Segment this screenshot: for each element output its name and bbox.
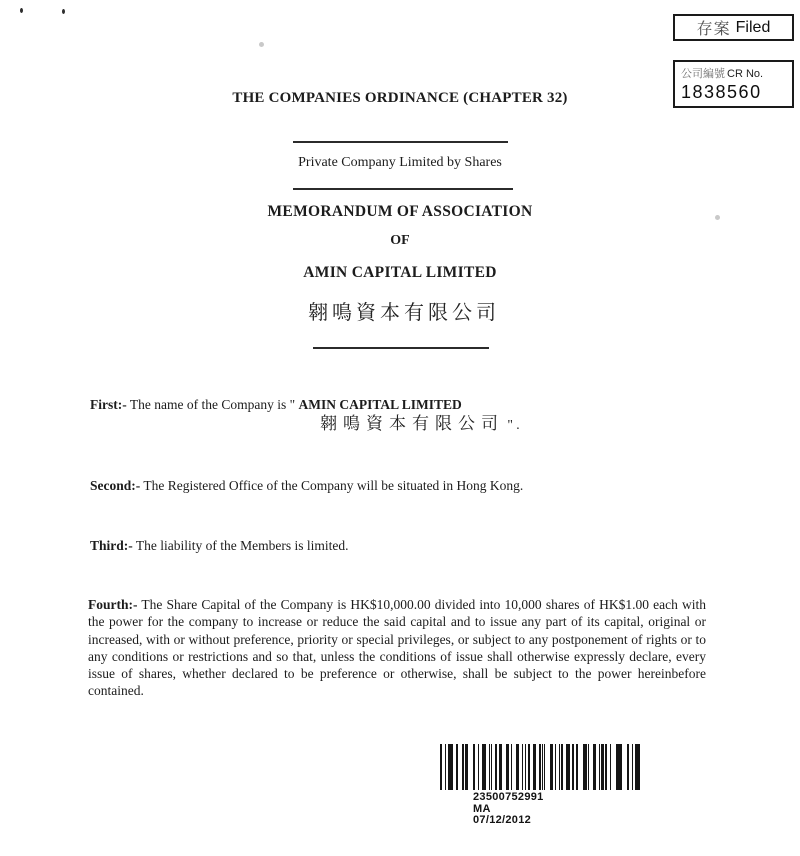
company-name-english: AMIN CAPITAL LIMITED [303, 264, 497, 281]
filed-stamp [673, 14, 794, 41]
cr-number-label [681, 65, 792, 81]
clause-first-company-name-zh: 翱鳴資本有限公司 [320, 414, 504, 434]
clause-second [90, 477, 523, 494]
divider-rule [293, 188, 513, 190]
clause-fourth-text: The Share Capital of the Company is HK$10,000.00 divided into 10,000 shares of HK$1.00 each with the power for the company to increase or reduce the said capital and to issue any part of its capital, original or increased, with or without preference, priority or special privileges, or subject to any postponement of rights or to any conditions or restrictions and so that, unless the conditions of issue shall otherwise expressly declare, every issue of shares, whether declared to be preference or otherwise, shall be subject to the power hereinbefore contained. [88, 597, 706, 699]
clause-third [90, 537, 349, 554]
cr-label-english: CR No. [727, 68, 764, 80]
company-name-chinese: 翱鳴資本有限公司 [308, 302, 500, 324]
of-label: OF [390, 233, 410, 248]
clause-first [90, 396, 520, 434]
barcode-number: 23500752991 [473, 791, 544, 803]
clause-fourth [88, 596, 706, 700]
scan-speck [259, 42, 264, 47]
clause-third-label: Third:- [90, 538, 133, 553]
ordinance-title: THE COMPANIES ORDINANCE (CHAPTER 32) [232, 90, 568, 106]
divider-rule [293, 141, 508, 143]
clause-second-text: The Registered Office of the Company will be situated in Hong Kong. [143, 478, 524, 493]
cr-label-chinese: 公司編號 [681, 68, 725, 80]
divider-rule [313, 347, 489, 349]
scan-speck [20, 8, 23, 13]
clause-second-label: Second:- [90, 478, 141, 493]
clause-first-label: First:- [90, 397, 127, 412]
clause-first-line1 [90, 396, 520, 413]
cr-number-value: 1838560 [681, 82, 762, 102]
clause-first-line2 [320, 415, 520, 433]
barcode-code: MA [473, 802, 491, 815]
clause-first-lead: The name of the Company is " [129, 397, 296, 412]
filed-stamp-english-label: Filed [735, 18, 771, 36]
company-type-subtitle: Private Company Limited by Shares [298, 155, 502, 170]
clause-third-text: The liability of the Members is limited. [135, 538, 349, 553]
memorandum-title: MEMORANDUM OF ASSOCIATION [267, 203, 533, 220]
clause-first-company-name-en: AMIN CAPITAL LIMITED [298, 397, 462, 412]
filed-stamp-chinese-label: 存案 [696, 21, 731, 38]
barcode-date: 07/12/2012 [473, 814, 532, 826]
clause-fourth-label: Fourth:- [88, 597, 138, 612]
clause-first-closing: " . [507, 417, 520, 433]
barcode [440, 744, 643, 790]
scan-speck [62, 9, 65, 14]
barcode-meta [473, 792, 544, 827]
